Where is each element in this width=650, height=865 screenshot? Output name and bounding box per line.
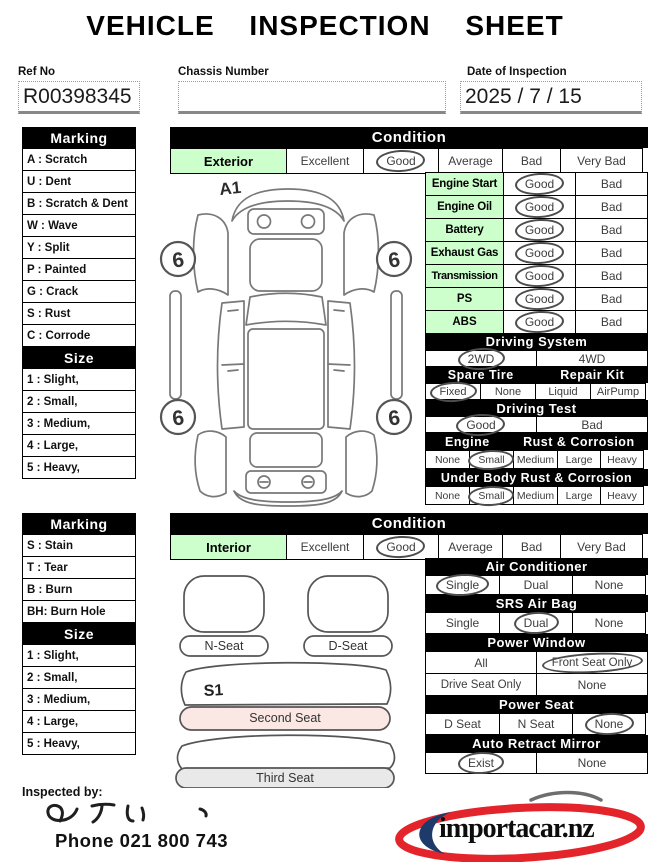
- system-label: ABS: [425, 310, 504, 334]
- underbody-rust-header: Under Body Rust & Corrosion: [425, 469, 648, 486]
- spare-tire-header: Spare Tire: [447, 368, 514, 382]
- option-very-bad[interactable]: Very Bad: [560, 148, 643, 174]
- option-none[interactable]: None: [572, 612, 646, 634]
- page-title: VEHICLE INSPECTION SHEET: [86, 10, 564, 41]
- repair-kit-header: Repair Kit: [560, 368, 625, 382]
- system-label: Exhaust Gas: [425, 241, 504, 265]
- system-bad[interactable]: Bad: [575, 172, 648, 196]
- trunk: [250, 433, 322, 467]
- option-none[interactable]: None: [480, 383, 536, 400]
- system-good-selected[interactable]: Good: [503, 218, 576, 242]
- option-dual[interactable]: Dual: [499, 575, 573, 595]
- marking-item: G : Crack: [22, 280, 136, 303]
- size-item: 2 : Small,: [22, 390, 136, 413]
- n-seat-label: N-Seat: [204, 639, 244, 653]
- engine-rust-header-right: Rust & Corrosion: [523, 434, 635, 449]
- marking-item: U : Dent: [22, 170, 136, 193]
- exterior-label-cell: Exterior: [170, 148, 287, 174]
- system-label: Transmission: [425, 264, 504, 288]
- option-single[interactable]: Single: [425, 612, 500, 634]
- option-none[interactable]: None: [572, 575, 646, 595]
- system-label: Battery: [425, 218, 504, 242]
- car-exterior-diagram: [156, 175, 420, 507]
- condition-header: Condition: [170, 513, 648, 534]
- option-excellent[interactable]: Excellent: [286, 148, 364, 174]
- option-none[interactable]: None: [536, 752, 648, 774]
- system-bad[interactable]: Bad: [575, 218, 648, 242]
- engine-rust-header-left: Engine: [445, 434, 490, 449]
- system-bad[interactable]: Bad: [575, 287, 648, 311]
- size-header: Size: [22, 347, 136, 368]
- wheel-mark: 6: [386, 248, 402, 273]
- option-medium[interactable]: Medium: [513, 486, 558, 505]
- d-seat-label: D-Seat: [328, 639, 368, 653]
- interior-label-cell: Interior: [170, 534, 287, 560]
- third-seat-label: Third Seat: [256, 771, 314, 785]
- size-header: Size: [22, 623, 136, 644]
- inspection-date-label: Date of Inspection: [467, 66, 567, 78]
- wheel-mark: 6: [170, 406, 186, 431]
- option-none-selected[interactable]: None: [572, 713, 646, 735]
- option-large[interactable]: Large: [557, 486, 601, 505]
- air-conditioner-header: Air Conditioner: [425, 558, 648, 575]
- size-item: 4 : Large,: [22, 710, 136, 733]
- size-item: 2 : Small,: [22, 666, 136, 689]
- marking-item: P : Painted: [22, 258, 136, 281]
- wheel-mark: 6: [170, 248, 186, 273]
- option-none[interactable]: None: [536, 673, 648, 696]
- system-label: PS: [425, 287, 504, 311]
- option-very-bad[interactable]: Very Bad: [560, 534, 643, 560]
- auto-retract-mirror-header: Auto Retract Mirror: [425, 735, 648, 752]
- option-n-seat[interactable]: N Seat: [499, 713, 573, 735]
- inspector-signature: [30, 797, 330, 827]
- marking-header: Marking: [22, 127, 136, 148]
- marking-item: C : Corrode: [22, 324, 136, 347]
- system-good-selected[interactable]: Good: [503, 172, 576, 196]
- option-liquid[interactable]: Liquid: [535, 383, 591, 400]
- system-bad[interactable]: Bad: [575, 310, 648, 334]
- system-good-selected[interactable]: Good: [503, 287, 576, 311]
- third-seat-back: [178, 735, 395, 769]
- marking-item: T : Tear: [22, 556, 136, 579]
- option-front-seat-only-selected[interactable]: Front Seat Only: [536, 651, 648, 674]
- marking-item: Y : Split: [22, 236, 136, 259]
- interior-marking-legend: [22, 513, 136, 755]
- system-good-selected[interactable]: Good: [503, 241, 576, 265]
- system-good-selected[interactable]: Good: [503, 195, 576, 219]
- marking-item: BH: Burn Hole: [22, 600, 136, 623]
- systems-table: [425, 172, 648, 334]
- option-2wd-selected[interactable]: 2WD: [425, 350, 537, 367]
- option-4wd[interactable]: 4WD: [536, 350, 648, 367]
- ref-no-label: Ref No: [18, 66, 56, 78]
- option-dual-selected[interactable]: Dual: [499, 612, 573, 634]
- size-item: 1 : Slight,: [22, 368, 136, 391]
- phone-number: Phone 021 800 743: [55, 830, 229, 851]
- option-bad[interactable]: Bad: [536, 416, 648, 433]
- interior-condition-table: [170, 513, 648, 560]
- damage-annotation: A1: [218, 177, 243, 199]
- system-bad[interactable]: Bad: [575, 195, 648, 219]
- option-medium[interactable]: Medium: [513, 450, 558, 469]
- ref-no-field[interactable]: R00398345: [18, 81, 140, 114]
- option-bad[interactable]: Bad: [502, 534, 561, 560]
- hood: [250, 239, 322, 291]
- system-label: Engine Start: [425, 172, 504, 196]
- inspected-by-label: Inspected by:: [22, 785, 103, 799]
- second-seat-label: Second Seat: [249, 711, 321, 725]
- option-single-selected[interactable]: Single: [425, 575, 500, 595]
- inspection-date-field[interactable]: 2025 / 7 / 15: [460, 81, 642, 114]
- option-small-selected[interactable]: Small: [469, 486, 514, 505]
- size-item: 1 : Slight,: [22, 644, 136, 667]
- option-drive-seat-only[interactable]: Drive Seat Only: [425, 673, 537, 696]
- driving-test-header: Driving Test: [425, 400, 648, 416]
- wheel-mark: 6: [386, 406, 402, 431]
- option-good-selected[interactable]: Good: [363, 148, 439, 174]
- option-large[interactable]: Large: [557, 450, 601, 469]
- driving-system-header: Driving System: [425, 333, 648, 350]
- option-small-selected[interactable]: Small: [469, 450, 514, 469]
- interior-options-block: [425, 558, 648, 774]
- option-fixed-selected[interactable]: Fixed: [425, 383, 481, 400]
- size-item: 4 : Large,: [22, 434, 136, 457]
- power-seat-header: Power Seat: [425, 696, 648, 713]
- driving-system-block: [425, 333, 648, 505]
- option-good-selected[interactable]: Good: [363, 534, 439, 560]
- chassis-number-label: Chassis Number: [178, 66, 269, 78]
- marking-item: A : Scratch: [22, 148, 136, 171]
- stain-annotation: S1: [203, 681, 224, 700]
- exterior-marking-legend: [22, 127, 136, 479]
- roof: [248, 329, 324, 429]
- option-all[interactable]: All: [425, 651, 537, 674]
- option-heavy[interactable]: Heavy: [600, 486, 644, 505]
- option-airpump[interactable]: AirPump: [590, 383, 646, 400]
- condition-header: Condition: [170, 127, 648, 148]
- size-item: 3 : Medium,: [22, 412, 136, 435]
- marking-item: S : Stain: [22, 534, 136, 557]
- power-window-header: Power Window: [425, 634, 648, 651]
- srs-airbag-header: SRS Air Bag: [425, 595, 648, 612]
- marking-item: B : Scratch & Dent: [22, 192, 136, 215]
- option-d-seat[interactable]: D Seat: [425, 713, 500, 735]
- chassis-number-field[interactable]: [178, 81, 446, 114]
- option-average[interactable]: Average: [438, 534, 503, 560]
- marking-item: W : Wave: [22, 214, 136, 237]
- system-good-selected[interactable]: Good: [503, 264, 576, 288]
- importacar-logo: [393, 786, 647, 862]
- marking-item: S : Rust: [22, 302, 136, 325]
- system-label: Engine Oil: [425, 195, 504, 219]
- option-good-selected[interactable]: Good: [425, 416, 537, 433]
- d-seat-back: [308, 576, 388, 632]
- option-none[interactable]: None: [425, 450, 470, 469]
- logo-text: importacar.nz: [439, 813, 594, 844]
- system-good-selected[interactable]: Good: [503, 310, 576, 334]
- option-none[interactable]: None: [425, 486, 470, 505]
- option-excellent[interactable]: Excellent: [286, 534, 364, 560]
- interior-seats-diagram: [156, 562, 420, 788]
- system-bad[interactable]: Bad: [575, 241, 648, 265]
- marking-header: Marking: [22, 513, 136, 534]
- option-heavy[interactable]: Heavy: [600, 450, 644, 469]
- marking-item: B : Burn: [22, 578, 136, 601]
- system-bad[interactable]: Bad: [575, 264, 648, 288]
- size-item: 5 : Heavy,: [22, 456, 136, 479]
- n-seat-back: [184, 576, 264, 632]
- size-item: 5 : Heavy,: [22, 732, 136, 755]
- option-exist-selected[interactable]: Exist: [425, 752, 537, 774]
- signature-arc: [531, 793, 601, 801]
- windshield: [246, 293, 326, 325]
- exterior-condition-table: [170, 127, 648, 174]
- option-average[interactable]: Average: [438, 148, 503, 174]
- size-item: 3 : Medium,: [22, 688, 136, 711]
- option-bad[interactable]: Bad: [502, 148, 561, 174]
